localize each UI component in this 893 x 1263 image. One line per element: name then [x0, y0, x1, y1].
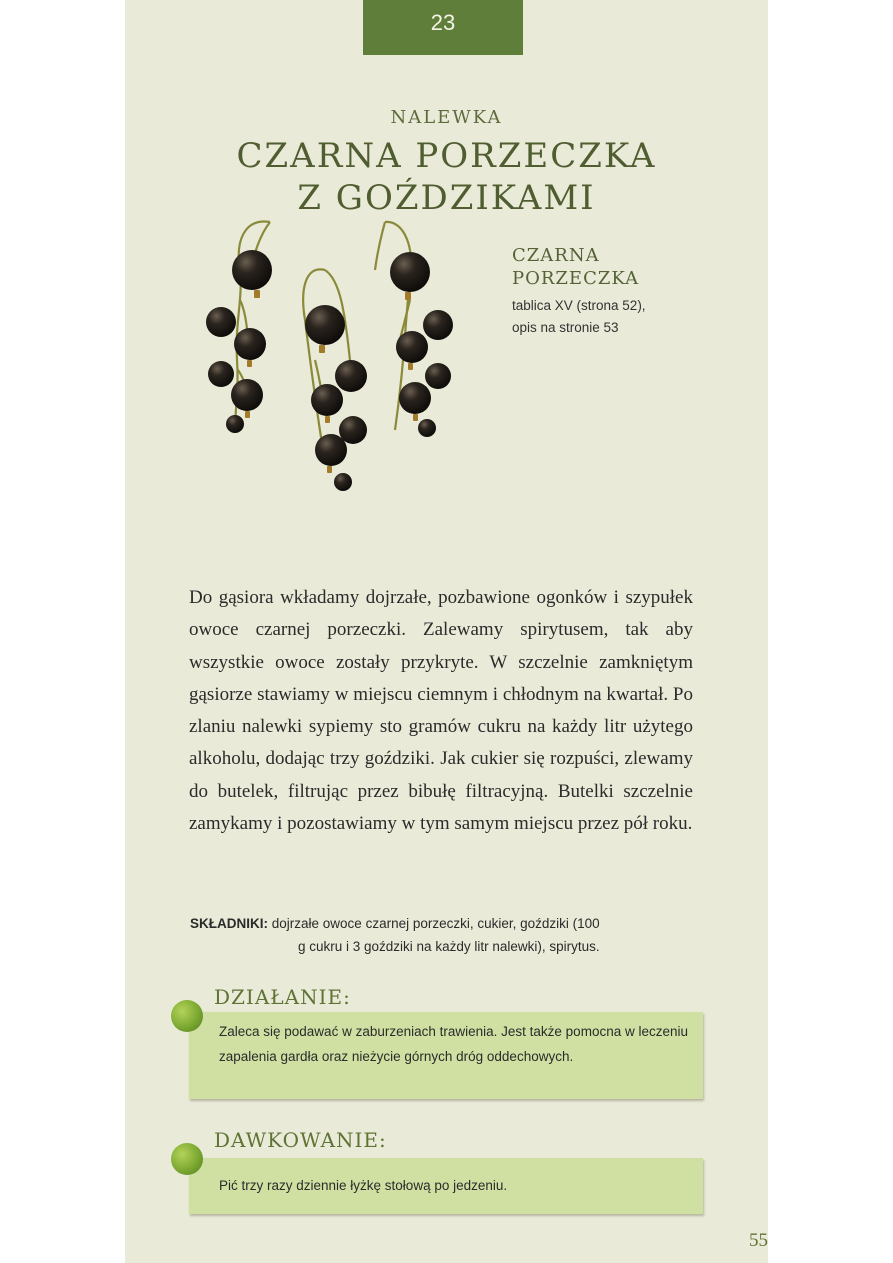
recipe-title-line2: Z GOŹDZIKAMI	[297, 178, 596, 218]
action-box	[189, 1012, 703, 1099]
action-heading: DZIAŁANIE:	[214, 985, 351, 1009]
dosage-bullet-icon	[171, 1143, 203, 1175]
dosage-box	[189, 1158, 703, 1214]
ingredients-text-line2: g cukru i 3 goździki na każdy litr nalewki), spirytus.	[298, 939, 600, 954]
recipe-kicker: NALEWKA	[390, 107, 503, 128]
fruit-name-line2: PORZECZKA	[512, 268, 640, 289]
action-bullet-icon	[171, 1000, 203, 1032]
action-text: Zaleca się podawać w zaburzeniach trawienia. Jest także pomocna w leczeniu zapalenia gardła oraz nieżycie górnych dróg oddechowych.	[219, 1024, 688, 1064]
page-number: 55	[749, 1230, 768, 1251]
ingredients	[190, 912, 700, 958]
dosage-heading: DAWKOWANIE:	[214, 1128, 387, 1152]
fruit-name-line1: CZARNA	[512, 245, 600, 266]
plate-reference	[512, 295, 646, 339]
blackcurrant-illustration	[205, 210, 465, 500]
plate-reference-line2: opis na stronie 53	[512, 320, 619, 335]
dosage-text: Pić trzy razy dziennie łyżkę stołową po jedzeniu.	[219, 1178, 508, 1193]
ingredients-text-line1: dojrzałe owoce czarnej porzeczki, cukier, goździki (100	[271, 916, 600, 931]
ingredients-line1	[190, 912, 700, 935]
book-page	[125, 0, 768, 1263]
ingredients-label: SKŁADNIKI:	[190, 916, 268, 931]
recipe-body-text: Do gąsiora wkładamy dojrzałe, pozbawione ogonków i szypułek owoce czarnej porzeczki. Zalewamy spirytusem, tak aby wszystkie owoce zostały przykryte. W szczelnie zamkniętym gąsiorze stawiamy w miejscu ciemnym i chłodnym na kwartał. Po zlaniu nalewki sypiemy sto gramów cukru na każdy litr użytego alkoholu, dodając trzy goździki. Jak cukier się rozpuści, zlewamy do butelek, filtrując przez bibułę filtracyjną. Butelki szczelnie zamykamy i pozostawiamy w tym samym miejscu przez pół roku.	[189, 587, 693, 835]
recipe-title-line1: CZARNA PORZECZKA	[236, 136, 657, 176]
plate-reference-line1: tablica XV (strona 52),	[512, 298, 646, 313]
chapter-number-tab: 23	[363, 0, 523, 55]
